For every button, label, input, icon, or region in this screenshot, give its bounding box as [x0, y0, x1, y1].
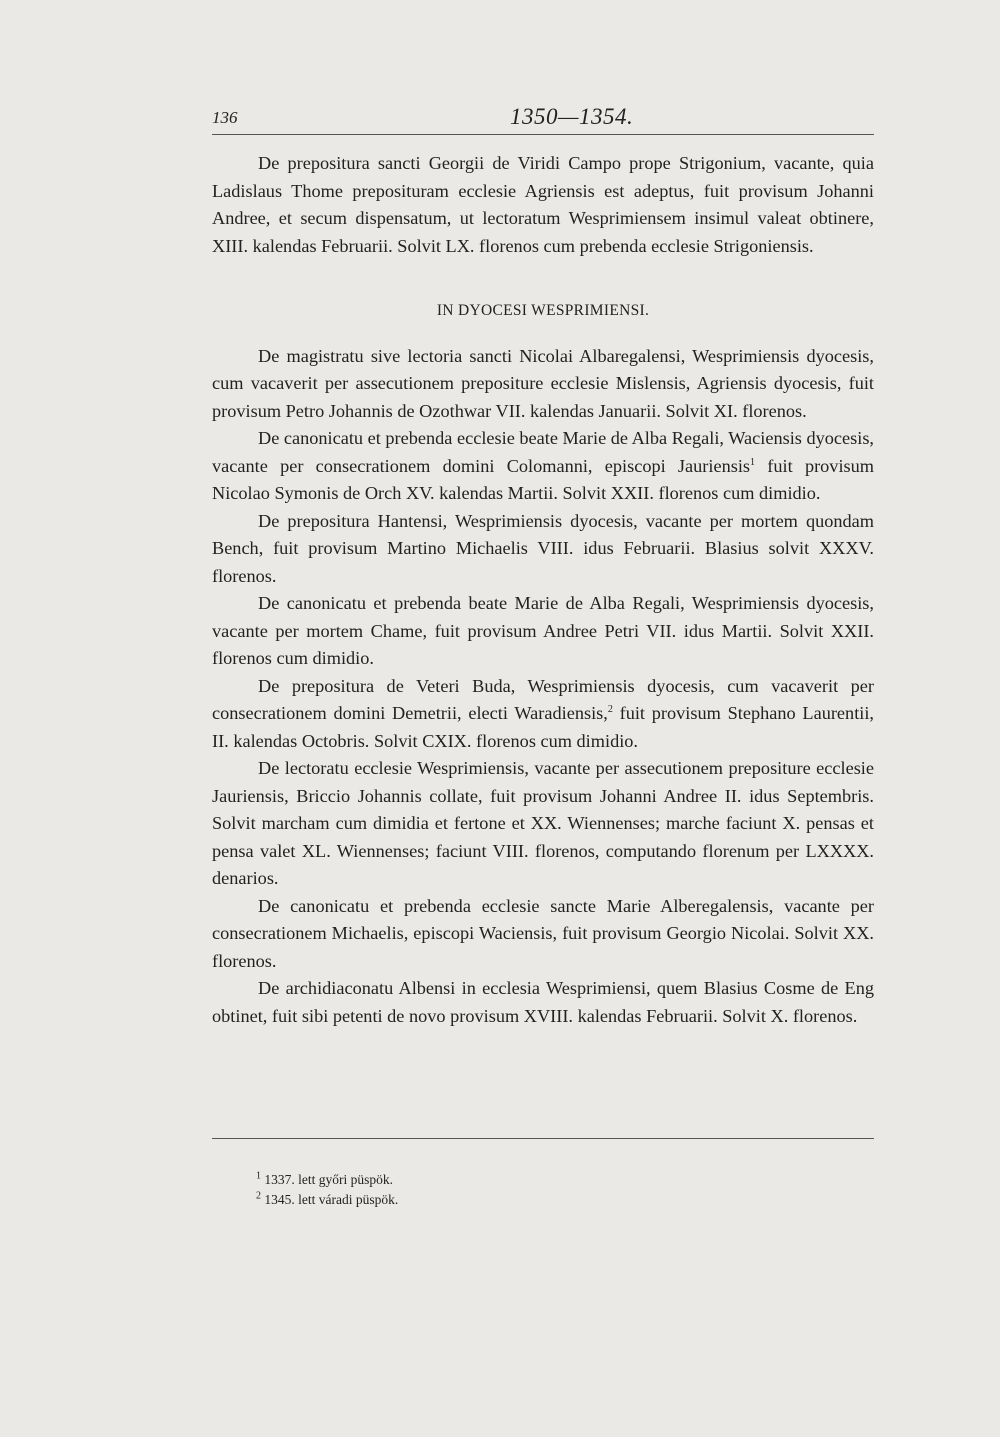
paragraph: De canonicatu et prebenda beate Marie de Alba Regali, Wesprimiensis dyocesis, vacante per mortem Chame, fuit provisum Andree Petri VII. idus Martii. Solvit XXII. florenos cum dimidio.: [212, 593, 874, 668]
paragraph-text: fuit provisum Stephano Laurentii, II. kalendas Octobris. Solvit CXIX. florenos cum dimidio.: [212, 703, 874, 751]
paragraph-text: De canonicatu et prebenda ecclesie beate Marie de Alba Regali, Waciensis dyocesis, vacante per consecrationem domini Colomanni, episcopi Jauriensis: [212, 428, 874, 476]
paragraph: De prepositura sancti Georgii de Viridi Campo prope Strigonium, vacante, quia Ladislaus Thome preposituram ecclesie Agriensis est adeptus, fuit provisum Johanni Andree, et secum dispensatum, ut lectoratum Wesprimiensem insimul valeat obtinere, XIII. kalendas Februarii. Solvit LX. florenos cum prebenda ecclesie Strigoniensis.: [212, 153, 874, 256]
footnote-text: 1337. lett győri püspök.: [261, 1172, 393, 1187]
page-number: 136: [212, 108, 238, 127]
paragraph: [212, 673, 874, 756]
footnote-divider: [212, 1138, 874, 1139]
section-heading: IN DYOCESI WESPRIMIENSI.: [436, 302, 650, 319]
body-text: [212, 150, 874, 1030]
footnote-mark: 2: [256, 1190, 261, 1202]
footnotes: [256, 1170, 398, 1210]
running-title: 1350—1354.: [510, 104, 634, 129]
paragraph: De prepositura Hantensi, Wesprimiensis dyocesis, vacante per mortem quondam Bench, fuit provisum Martino Michaelis VIII. idus Februarii. Blasius solvit XXXV. florenos.: [212, 510, 874, 586]
footnote-text: 1345. lett váradi püspök.: [261, 1192, 399, 1207]
footnote-ref: 1: [750, 456, 756, 468]
footnote-mark: 1: [256, 1170, 261, 1182]
footnote-ref: 2: [607, 703, 613, 715]
paragraph-text: De prepositura de Veteri Buda, Wesprimiensis dyocesis, cum vacaverit per consecrationem domini Demetrii, electi Waradiensis,: [212, 675, 874, 723]
paragraph: De archidiaconatu Albensi in ecclesia Wesprimiensi, quem Blasius Cosme de Eng obtinet, fuit sibi petenti de novo provisum XVIII. kalendas Februarii. Solvit X. florenos.: [212, 978, 874, 1026]
paragraph: De lectoratu ecclesie Wesprimiensis, vacante per assecutionem prepositure ecclesie Jauriensis, Briccio Johannis collate, fuit provisum Johanni Andree II. idus Septembris. Solvit marcham cum dimidia et fertone et XX. Wiennenses; marche faciunt X. pensas et pensa valet XL. Wiennenses; faciunt VIII. florenos, computando florenum per LXXXX. denarios.: [212, 758, 874, 888]
paragraph: De canonicatu et prebenda ecclesie sancte Marie Alberegalensis, vacante per consecrationem Michaelis, episcopi Waciensis, fuit provisum Georgio Nicolai. Solvit XX. florenos.: [212, 895, 874, 971]
footnote: [256, 1170, 398, 1190]
paragraph-text: fuit provisum Nicolao Symonis de Orch XV. kalendas Martii. Solvit XXII. florenos cum dimidio.: [212, 455, 875, 503]
footnote: [256, 1190, 398, 1210]
page-header: [212, 104, 874, 135]
paragraph: De magistratu sive lectoria sancti Nicolai Albaregalensi, Wesprimiensis dyocesis, cum vacaverit per assecutionem prepositure ecclesie Mislensis, Agriensis dyocesis, fuit provisum Petro Johannis de Ozothwar VII. kalendas Januarii. Solvit XI. florenos.: [212, 345, 874, 421]
paragraph: [212, 425, 874, 508]
